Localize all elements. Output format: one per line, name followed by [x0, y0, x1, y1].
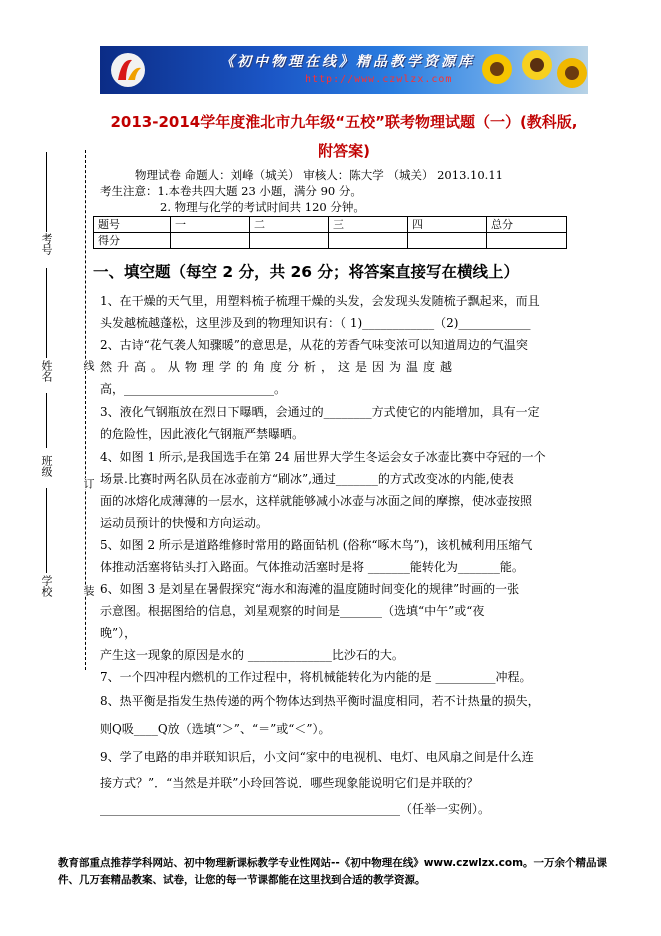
- name-label: 姓名: [40, 360, 53, 382]
- question-line: 体推动活塞将钻头打入路面。气体推动活塞时是将 _______能转化为_______能。: [100, 560, 524, 574]
- question-line: 8、热平衡是指发生热传递的两个物体达到热平衡时温度相同，若不计热量的损失，: [100, 694, 540, 708]
- question-line: 高，_________________________。: [100, 382, 287, 396]
- exam-authors: 物理试卷 命题人：刘峰（城关） 审核人：陈大学 （城关） 2013.10.11: [135, 168, 503, 182]
- site-logo-icon: [108, 50, 148, 90]
- score-table: [93, 216, 567, 249]
- staple-label: 订: [82, 478, 95, 489]
- banner-url[interactable]: http://www.czwlzx.com: [305, 74, 453, 85]
- score-table-row: [94, 233, 567, 249]
- question-line: 2、古诗“花气袭人知骤暖”的意思是，从花的芳香气味变浓可以知道周边的气温突: [100, 338, 528, 352]
- table-header-cell: 总分: [487, 217, 567, 233]
- binding-rule: [46, 488, 47, 573]
- notice-line1: [100, 183, 362, 199]
- footer-line: 件、几万套精品教案、试卷，让您的每一节课都能在这里找到合适的教学资源。: [58, 874, 426, 886]
- score-cell[interactable]: [487, 233, 567, 249]
- question-line: 4、如图 1 所示,是我国选手在第 24 届世界大学生冬运会女子冰壶比赛中夺冠的一个: [100, 450, 546, 464]
- question-line: 则Q吸____Q放（选填“＞”、“＝”或“＜”）。: [100, 722, 331, 736]
- question-line: 面的冰熔化成薄薄的一层水，这样就能够减小冰壶与冰面之间的摩擦，使冰壶按照: [100, 494, 533, 508]
- table-header-cell: 四: [408, 217, 487, 233]
- question-line: 3、液化气钢瓶放在烈日下曝晒，会通过的________方式使它的内能增加，具有一定: [100, 405, 540, 419]
- question-line: 9、学了电路的串并联知识后，小文问“家中的电视机、电灯、电风扇之间是什么连: [100, 750, 534, 764]
- question-line: 6、如图 3 是刘星在暑假探究“海水和海滩的温度随时间变化的规律”时画的一张: [100, 582, 520, 596]
- question-line: 运动员预计的快慢和方向运动。: [100, 516, 269, 530]
- notice-label: 考生注意：: [100, 184, 158, 198]
- question-7: [100, 666, 582, 688]
- document-title-line2: 附答案): [318, 142, 370, 160]
- document-title: [100, 108, 588, 166]
- notice-item-2: 2. 物理与化学的考试时间共 120 分钟。: [160, 200, 365, 214]
- question-line: 晚”），: [100, 626, 137, 640]
- question-line: 5、如图 2 所示是道路维修时常用的路面钻机 (俗称“啄木鸟”)，该机械利用压缩气: [100, 538, 533, 552]
- question-4: [100, 446, 582, 534]
- notice-item-1: 1.本卷共四大题 23 小题，满分 90 分。: [157, 184, 362, 198]
- table-header-cell: 一: [171, 217, 250, 233]
- score-table-header-row: [94, 217, 567, 233]
- question-line: 7、一个四冲程内燃机的工作过程中，将机械能转化为内能的是 __________冲程。: [100, 670, 532, 684]
- binding-rule: [46, 393, 47, 448]
- score-row-label: 得分: [94, 233, 171, 249]
- question-5: [100, 534, 582, 578]
- question-3: [100, 401, 582, 445]
- question-8: [100, 690, 582, 740]
- score-cell[interactable]: [250, 233, 329, 249]
- sunflower-icon: [555, 56, 588, 90]
- section-heading: 一、填空题（每空 2 分，共 26 分；将答案直接写在横线上）: [93, 263, 519, 281]
- binding-rule: [46, 268, 47, 358]
- binding-label: 装: [82, 585, 95, 596]
- question-9: [100, 746, 582, 820]
- question-line: 接方式？”．“当然是并联”小玲回答说．哪些现象能说明它们是并联的？: [100, 776, 479, 790]
- score-cell[interactable]: [329, 233, 408, 249]
- question-line: 产生这一现象的原因是水的 ______________比沙石的大。: [100, 648, 404, 662]
- table-header-cell: 题号: [94, 217, 171, 233]
- question-line: 1、在干燥的天气里，用塑料梳子梳理干燥的头发，会发现头发随梳子飘起来，而且: [100, 294, 540, 308]
- page-footer: [58, 855, 618, 889]
- question-1: [100, 290, 582, 334]
- banner-title: 《初中物理在线》精品教学资源库: [220, 54, 475, 70]
- question-line: 然升高。从物理学的角度分析，这是因为温度越: [100, 360, 458, 374]
- question-line: 的危险性，因此液化气钢瓶严禁曝晒。: [100, 427, 305, 441]
- binding-rule: [46, 152, 47, 232]
- question-line: __________________________________________________（任举一实例）。: [100, 802, 491, 816]
- class-label: 班级: [40, 455, 53, 477]
- question-6: [100, 578, 582, 666]
- question-line: 头发越梳越蓬松，这里涉及到的物理知识有：（ 1)____________（2)____________: [100, 316, 531, 330]
- sunflower-icon: [480, 52, 514, 86]
- table-header-cell: 三: [329, 217, 408, 233]
- document-title-line1: 2013-2014学年度淮北市九年级“五校”联考物理试题（一）(教科版,: [110, 113, 578, 131]
- exam-number-label: 考号: [40, 233, 53, 255]
- score-cell[interactable]: [171, 233, 250, 249]
- cut-line-label: 线: [82, 360, 95, 371]
- score-cell[interactable]: [408, 233, 487, 249]
- footer-line: 教育部重点推荐学科网站、初中物理新课标教学专业性网站--《初中物理在线》www.czwlzx.com。一万余个精品课: [58, 857, 608, 869]
- table-header-cell: 二: [250, 217, 329, 233]
- sunflower-icon: [520, 48, 554, 82]
- question-line: 场景.比赛时两名队员在冰壶前方“刷冰”,通过_______的方式改变冰的内能,使表: [100, 472, 514, 486]
- school-label: 学校: [40, 575, 53, 597]
- question-line: 示意图。根据图给的信息，刘星观察的时间是_______（选填“中午”或“夜: [100, 604, 485, 618]
- header-banner: [100, 46, 588, 94]
- question-2: [100, 334, 582, 400]
